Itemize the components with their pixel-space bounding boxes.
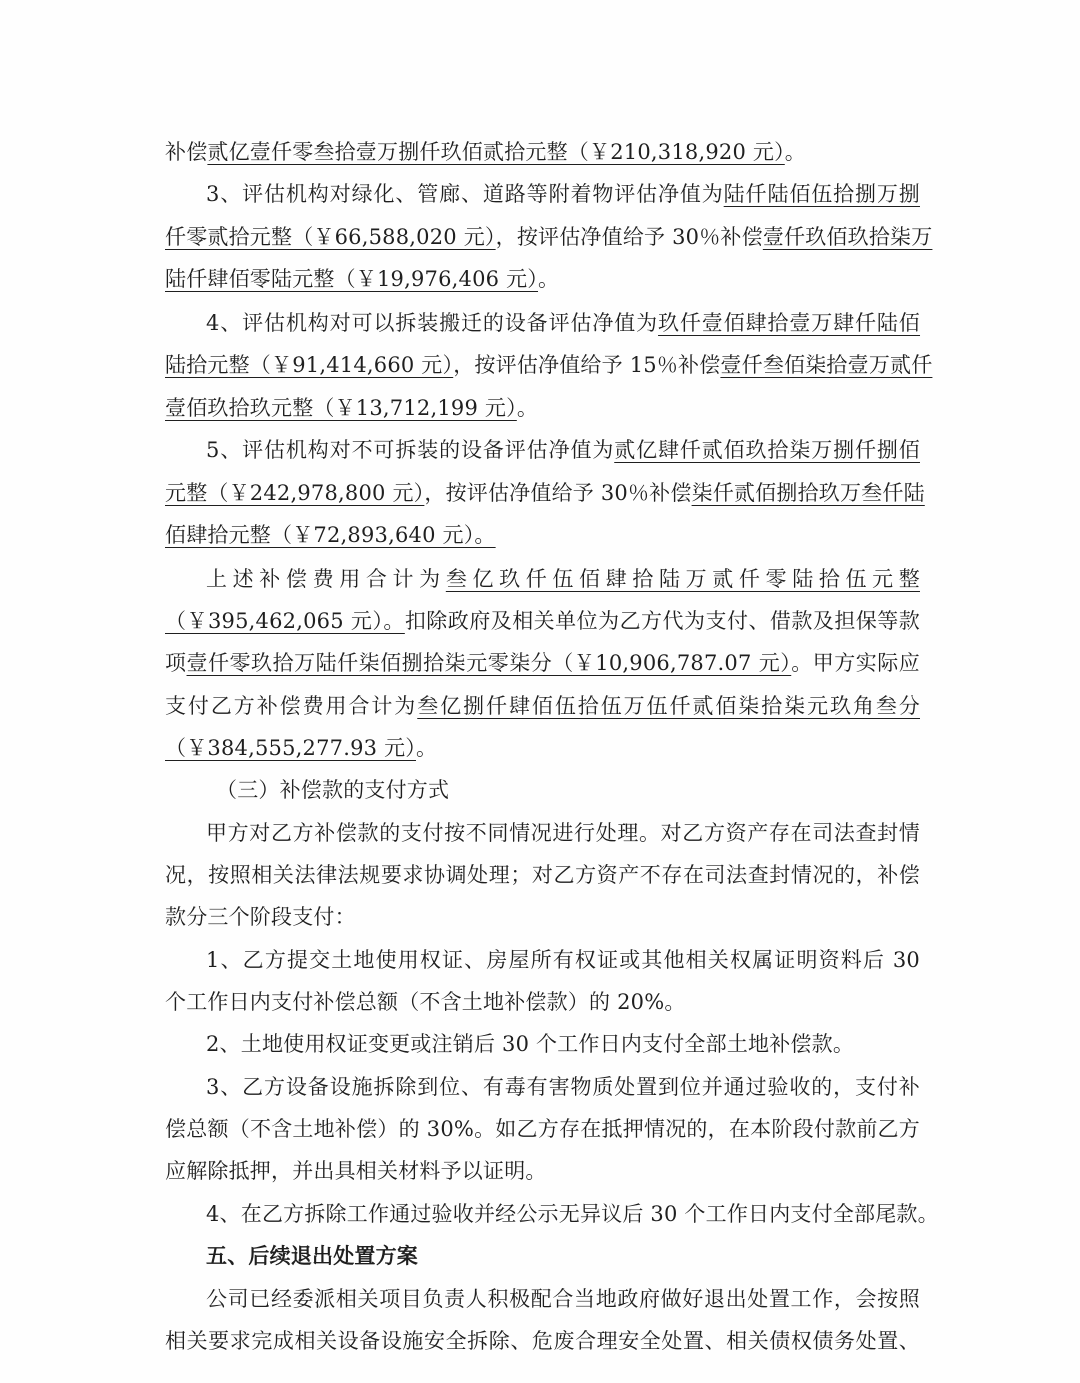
paragraph-line: （￥384,555,277.93 元）。 [165,736,438,760]
paragraph-line: 偿总额（不含土地补偿）的 30%。如乙方存在抵押情况的，在本阶段付款前乙方 [165,1117,920,1141]
section-heading: 五、后续退出处置方案 [206,1243,418,1268]
paragraph-line: 3、评估机构对绿化、管廊、道路等附着物评估净值为陆仟陆佰伍拾捌万捌 [206,182,920,206]
paragraph-line [165,522,920,548]
amount-underline: 壹仟零玖拾万陆仟柒佰捌拾柒元零柒分（￥10,906,787.07 元） [186,651,792,675]
paragraph-line: 5、评估机构对不可拆装的设备评估净值为贰亿肆仟贰佰玖拾柒万捌仟捌佰 [206,438,920,462]
paragraph-line: 3、乙方设备设施拆除到位、有毒有害物质处置到位并通过验收的，支付补 [206,1075,920,1099]
paragraph-line: 元整（￥242,978,800 元），按评估净值给予 30％补偿柒仟贰佰捌拾玖万叁仟陆 [165,481,925,505]
paragraph-line: （￥395,462,065 元）。扣除政府及相关单位为乙方代为支付、借款及担保等款 [165,609,920,633]
amount-underline: 陆仟陆佰伍拾捌万捌 [723,182,920,206]
amount-underline: 元整（￥242,978,800 元） [165,481,425,505]
amount-underline: 柒仟贰佰捌拾玖万叁仟陆 [691,481,925,505]
amount-underline: 叁亿捌仟肆佰伍拾伍万伍仟贰佰柒拾柒元玖角叁分 [417,694,920,718]
paragraph-line: 上述补偿费用合计为叁亿玖仟伍佰肆拾陆万贰仟零陆拾伍元整 [206,567,920,591]
paragraph-line: 陆仟肆佰零陆元整（￥19,976,406 元）。 [165,267,560,291]
amount-underline: 陆仟肆佰零陆元整（￥19,976,406 元） [165,267,539,291]
amount-underline: 壹仟叁佰柒拾壹万贰仟 [720,353,933,377]
amount-underline: 壹佰玖拾玖元整（￥13,712,199 元） [165,396,517,420]
paragraph-line: 项壹仟零玖拾万陆仟柒佰捌拾柒元零柒分（￥10,906,787.07 元）。甲方实际应 [165,651,921,675]
paragraph-line: 况，按照相关法律法规要求协调处理；对乙方资产不存在司法查封情况的，补偿 [165,863,920,887]
paragraph-line: 壹佰玖拾玖元整（￥13,712,199 元）。 [165,396,539,420]
amount-underline: （￥395,462,065 元）。 [165,609,405,633]
paragraph-line: 4、在乙方拆除工作通过验收并经公示无异议后 30 个工作日内支付全部尾款。 [206,1202,939,1226]
paragraph-line: 应解除抵押，并出具相关材料予以证明。 [165,1159,547,1183]
amount-underline: 贰亿壹仟零叁拾壹万捌仟玖佰贰拾元整（￥210,318,920 元） [207,140,785,164]
paragraph-line: 1、乙方提交土地使用权证、房屋所有权证或其他相关权属证明资料后 30 [206,948,920,972]
paragraph-line: 补偿贰亿壹仟零叁拾壹万捌仟玖佰贰拾元整（￥210,318,920 元）。 [165,140,806,164]
amount-underline: 壹仟玖佰玖拾柒万 [762,225,933,249]
amount-underline: 陆拾元整（￥91,414,660 元） [165,353,454,377]
amount-underline: 玖仟壹佰肆拾壹万肆仟陆佰 [658,311,921,335]
paragraph-line: 仟零贰拾元整（￥66,588,020 元），按评估净值给予 30％补偿壹仟玖佰玖拾柒万 [165,225,933,249]
paragraph-line: 支付乙方补偿费用合计为叁亿捌仟肆佰伍拾伍万伍仟贰佰柒拾柒元玖角叁分 [165,694,920,718]
paragraph-line: 陆拾元整（￥91,414,660 元），按评估净值给予 15％补偿壹仟叁佰柒拾壹万贰仟 [165,353,933,377]
amount-underline: 仟零贰拾元整（￥66,588,020 元） [165,225,496,249]
paragraph-line: 4、评估机构对可以拆装搬迁的设备评估净值为玖仟壹佰肆拾壹万肆仟陆佰 [206,311,921,335]
paragraph-line: 2、土地使用权证变更或注销后 30 个工作日内支付全部土地补偿款。 [206,1032,855,1056]
amount-underline: 贰亿肆仟贰佰玖拾柒万捌仟捌佰 [614,438,920,462]
amount-underline: （￥384,555,277.93 元） [165,736,416,760]
paragraph-line: 相关要求完成相关设备设施安全拆除、危废合理安全处置、相关债权债务处置、 [165,1329,920,1353]
section-subheading: （三）补偿款的支付方式 [216,778,450,802]
paragraph-line: 款分三个阶段支付： [165,905,356,929]
paragraph-line: 甲方对乙方补偿款的支付按不同情况进行处理。对乙方资产存在司法查封情 [206,821,920,845]
amount-underline: 佰肆拾元整（￥72,893,640 元）。 [165,523,496,547]
amount-underline: 叁亿玖仟伍佰肆拾陆万贰仟零陆拾伍元整 [445,567,920,591]
paragraph-line: 个工作日内支付补偿总额（不含土地补偿款）的 20%。 [165,990,686,1014]
paragraph-line: 公司已经委派相关项目负责人积极配合当地政府做好退出处置工作，会按照 [206,1287,920,1311]
